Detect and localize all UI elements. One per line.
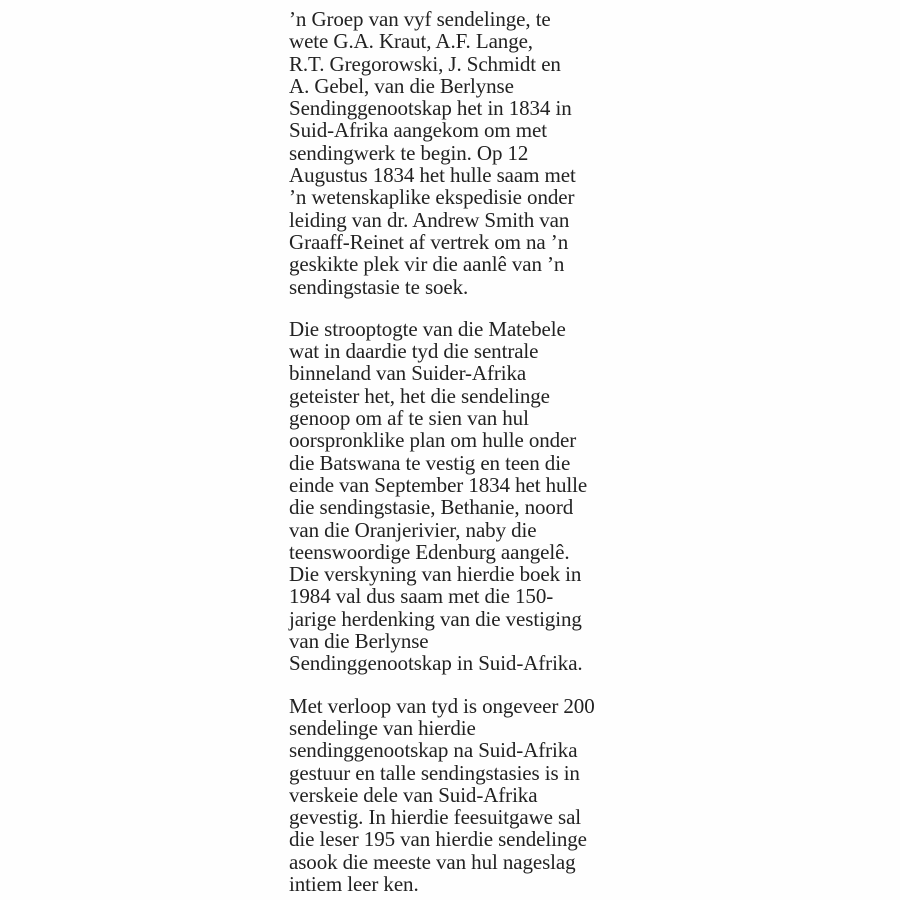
text-line: wat in daardie tyd die sentrale [289, 339, 539, 364]
text-line: geskikte plek vir die aanlê van ’n [289, 252, 565, 277]
text-line: sendingwerk te begin. Op 12 [289, 140, 529, 165]
text-line: asook die meeste van hul nageslag [289, 849, 576, 874]
text-line: leiding van dr. Andrew Smith van [289, 207, 570, 232]
text-line: wete G.A. Kraut, A.F. Lange, [289, 29, 533, 54]
text-line: Met verloop van tyd is ongeveer 200 [289, 693, 595, 718]
text-line: oorspronklike plan om hulle onder [289, 428, 577, 453]
text-line: binneland van Suider-Afrika [289, 361, 527, 386]
text-line: van die Berlynse [289, 629, 429, 654]
text-line: jarige herdenking van die vestiging [289, 606, 582, 631]
text-line: Augustus 1834 het hulle saam met [289, 163, 576, 188]
text-column [289, 8, 649, 915]
text-line: teenswoordige Edenburg aangelê. [289, 539, 570, 564]
text-line: Graaff-Reinet af vertrek om na ’n [289, 229, 569, 254]
text-line: die Batswana te vestig en teen die [289, 450, 571, 475]
paragraph-2 [289, 318, 649, 675]
text-line: Die verskyning van hierdie boek in [289, 562, 582, 587]
text-line: verskeie dele van Suid-Afrika [289, 782, 538, 807]
text-line: Sendinggenootskap in Suid-Afrika. [289, 651, 583, 676]
paragraph-3 [289, 695, 649, 896]
text-line: 1984 val dus saam met die 150- [289, 584, 554, 609]
text-line: sendinggenootskap na Suid-Afrika [289, 738, 578, 763]
text-line: gestuur en talle sendingstasies is in [289, 760, 580, 785]
text-line: intiem leer ken. [289, 871, 419, 896]
text-line: die sendingstasie, Bethanie, noord [289, 495, 574, 520]
text-line: A. Gebel, van die Berlynse [289, 73, 514, 98]
text-line: Sendinggenootskap het in 1834 in [289, 96, 572, 121]
text-line: gevestig. In hierdie feesuitgawe sal [289, 805, 582, 830]
text-line: sendelinge van hierdie [289, 715, 476, 740]
text-line: sendingstasie te soek. [289, 274, 469, 299]
paragraph-1 [289, 8, 649, 298]
text-line: die leser 195 van hierdie sendelinge [289, 827, 587, 852]
text-line: genoop om af te sien van hul [289, 406, 529, 431]
text-line: einde van September 1834 het hulle [289, 472, 588, 497]
text-line: geteister het, het die sendelinge [289, 383, 550, 408]
text-line: Die strooptogte van die Matebele [289, 316, 566, 341]
text-line: Suid-Afrika aangekom om met [289, 118, 547, 143]
text-line: ’n wetenskaplike ekspedisie onder [289, 185, 575, 210]
text-line: R.T. Gregorowski, J. Schmidt en [289, 51, 561, 76]
text-line: ’n Groep van vyf sendelinge, te [289, 7, 551, 31]
text-line: van die Oranjerivier, naby die [289, 517, 537, 542]
